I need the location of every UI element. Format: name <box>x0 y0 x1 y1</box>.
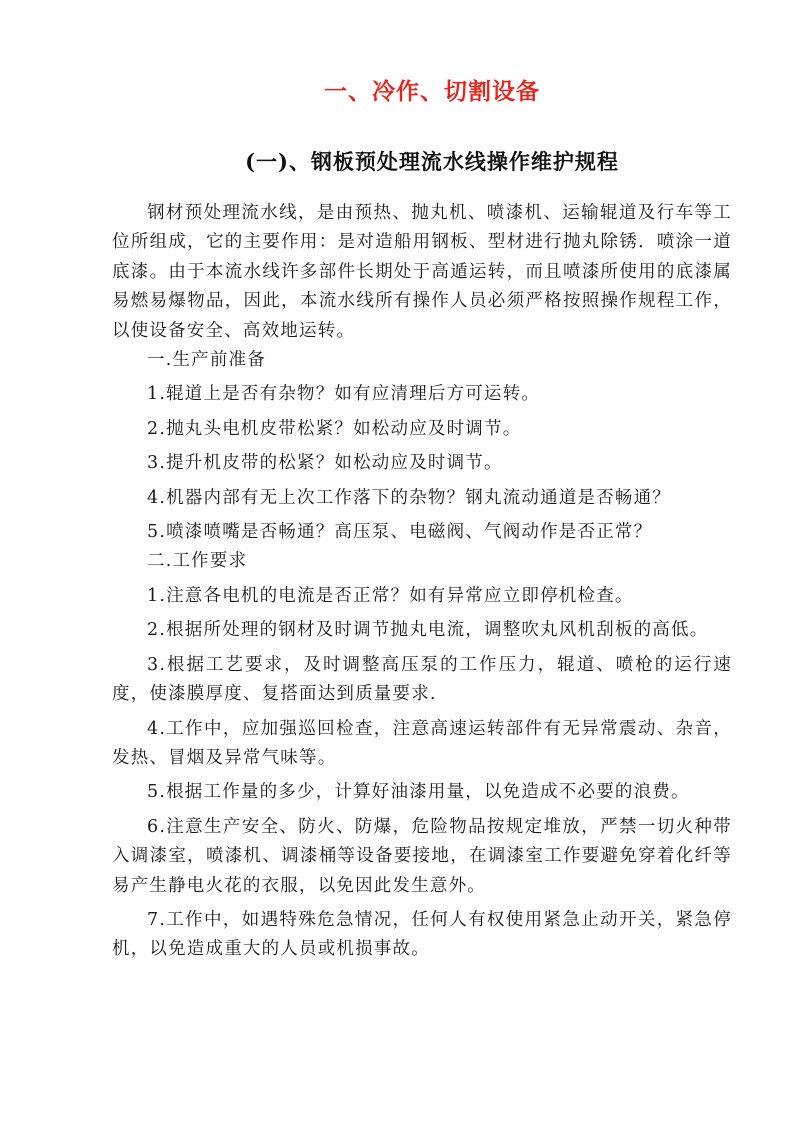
document-body <box>112 199 732 965</box>
list-item: 4.工作中，应加强巡回检查，注意高速运转部件有无异常震动、杂音，发热、冒烟及异常气味等。 <box>112 718 732 768</box>
list-item: 6.注意生产安全、防火、防爆，危险物品按规定堆放，严禁一切火种带入调漆室，喷漆机、调漆桶等设备要接地，在调漆室工作要避免穿着化纤等易产生静电火花的衣服，以免因此发生意外。 <box>112 816 732 896</box>
list-item: 2.抛丸头电机皮带松紧？如松动应及时调节。 <box>147 418 522 439</box>
list-item: 4.机器内部有无上次工作落下的杂物？钢丸流动通道是否畅通？ <box>147 487 671 508</box>
section-heading-preparation: 一.生产前准备 <box>147 350 266 371</box>
section-title: 一、冷作、切割设备 <box>324 78 540 105</box>
list-item: 3.提升机皮带的松紧？如松动应及时调节。 <box>147 453 503 474</box>
list-item: 3.根据工艺要求，及时调整高压泵的工作压力，辊道、喷枪的运行速度，使漆膜厚度、复搭面达到质量要求. <box>112 654 732 705</box>
list-item: 1.辊道上是否有杂物？如有应清理后方可运转。 <box>147 384 541 405</box>
list-item: 2.根据所处理的钢材及时调节抛丸电流，调整吹丸风机刮板的高低。 <box>147 620 709 641</box>
list-item: 1.注意各电机的电流是否正常？如有异常应立即停机检查。 <box>147 585 634 606</box>
section-heading-requirements: 二.工作要求 <box>147 551 248 572</box>
subsection-title: (一)、钢板预处理流水线操作维护规程 <box>245 149 619 174</box>
intro-paragraph: 钢材预处理流水线，是由预热、抛丸机、喷漆机、运输辊道及行车等工位所组成，它的主要作用：是对造船用钢板、型材进行抛丸除锈．喷涂一道底漆。由于本流水线许多部件长期处于高遁运转，而且喷漆所使用的底漆属易燃易爆物品，因此，本流水线所有操作人员必须严格按照操作规程工作，以使设备安全、高效地运转。 <box>112 203 732 341</box>
list-item: 5.根据工作量的多少，计算好油漆用量，以免造成不必要的浪费。 <box>147 782 690 803</box>
list-item: 5.喷漆喷嘴是否畅通？高压泵、电磁阀、气阀动作是否正常？ <box>147 522 653 543</box>
list-item: 7.工作中，如遇特殊危急情况，任何人有权使用紧急止动开关，紧急停机，以免造成重大的人员或机损事故。 <box>112 909 732 960</box>
